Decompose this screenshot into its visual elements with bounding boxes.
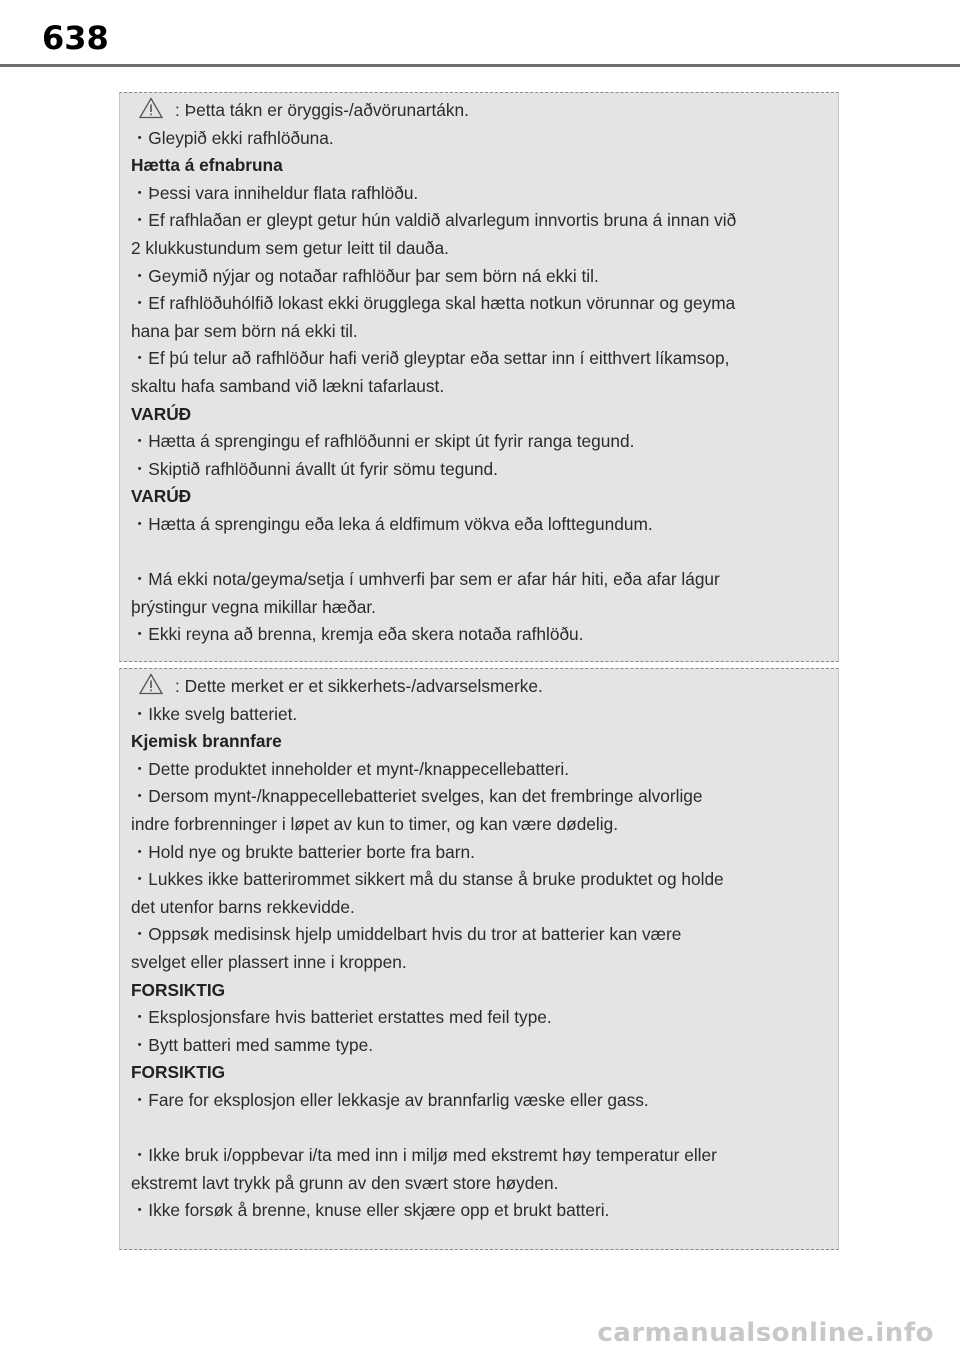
text-line [131, 1142, 821, 1170]
norwegian-text-block [131, 673, 821, 1225]
text-line [131, 456, 821, 484]
bullet-marker: ・ [131, 786, 149, 807]
section-heading [131, 728, 821, 756]
bullet-marker: ・ [131, 924, 149, 945]
line-text: skaltu hafa samband við lækni tafarlaust. [131, 375, 445, 396]
line-text: Lukkes ikke batterirommet sikkert må du stanse å bruke produktet og holde [148, 869, 724, 890]
line-text: Má ekki nota/geyma/setja í umhverfi þar sem er afar hár hiti, eða afar lágur [148, 569, 720, 590]
line-text: Fare for eksplosjon eller lekkasje av brannfarlig væske eller gass. [148, 1089, 649, 1110]
line-text: Ef þú telur að rafhlöður hafi verið gleyptar eða settar inn í eitthvert líkamsop, [148, 348, 730, 369]
bullet-marker: ・ [131, 841, 149, 862]
line-text: indre forbrenninger i løpet av kun to timer, og kan være dødelig. [131, 813, 619, 834]
warning-symbol-line [131, 673, 821, 701]
icelandic-text-block [131, 97, 821, 649]
line-text: 2 klukkustundum sem getur leitt til dauða. [131, 237, 449, 258]
page-number: 638 [42, 19, 109, 57]
bullet-marker: ・ [131, 458, 149, 479]
text-line [131, 1032, 821, 1060]
text-line [131, 701, 821, 729]
line-text: Geymið nýjar og notaðar rafhlöður þar sem börn ná ekki til. [148, 265, 599, 286]
line-text: Ef rafhlöðuhólfið lokast ekki örugglega skal hætta notkun vörunnar og geyma [148, 293, 736, 314]
line-text: ekstremt lavt trykk på grunn av den svært store høyden. [131, 1172, 559, 1193]
text-line [131, 811, 821, 839]
line-text: Oppsøk medisinsk hjelp umiddelbart hvis du tror at batterier kan være [148, 924, 682, 945]
line-text: Gleypið ekki rafhlöðuna. [148, 127, 334, 148]
line-text: Dette produktet inneholder et mynt-/knappecellebatteri. [148, 758, 570, 779]
bullet-marker: ・ [131, 1034, 149, 1055]
text-line [131, 290, 821, 318]
bullet-marker: ・ [131, 431, 149, 452]
bullet-marker: ・ [131, 1200, 149, 1221]
section-heading [131, 401, 821, 429]
icelandic-warning-box [119, 92, 839, 662]
text-line [131, 949, 821, 977]
line-text: Þessi vara inniheldur flata rafhlöðu. [148, 182, 419, 203]
bullet-marker: ・ [131, 1089, 149, 1110]
text-line [131, 318, 821, 346]
bullet-marker: ・ [131, 1145, 149, 1166]
text-line [131, 180, 821, 208]
line-text: svelget eller plassert inne i kroppen. [131, 951, 407, 972]
warning-symbol-text: : Dette merket er et sikkerhets-/advarselsmerke. [175, 676, 543, 696]
line-text: Kjemisk brannfare [131, 731, 282, 752]
text-line [131, 756, 821, 784]
line-text: FORSIKTIG [131, 1062, 226, 1083]
line-text: Ekki reyna að brenna, kremja eða skera notaða rafhlöðu. [148, 624, 584, 645]
warning-symbol-line [131, 97, 821, 125]
text-line [131, 1197, 821, 1225]
bullet-marker: ・ [131, 758, 149, 779]
text-line [131, 1004, 821, 1032]
section-heading [131, 977, 821, 1005]
text-line [131, 566, 821, 594]
text-line [131, 125, 821, 153]
line-text: Dersom mynt-/knappecellebatteriet svelges, kan det frembringe alvorlige [148, 786, 703, 807]
section-heading [131, 152, 821, 180]
text-line [131, 783, 821, 811]
text-line [131, 263, 821, 291]
text-line [131, 921, 821, 949]
section-heading [131, 483, 821, 511]
text-line [131, 839, 821, 867]
bullet-marker: ・ [131, 210, 149, 231]
bullet-marker: ・ [131, 348, 149, 369]
line-text: Eksplosjonsfare hvis batteriet erstattes med feil type. [148, 1007, 552, 1028]
bullet-marker: ・ [131, 293, 149, 314]
watermark: carmanualsonline.info [597, 1318, 934, 1348]
text-line [131, 428, 821, 456]
text-line [131, 345, 821, 373]
warning-triangle-icon [139, 673, 163, 695]
line-text: Ikke forsøk å brenne, knuse eller skjære opp et brukt batteri. [148, 1200, 610, 1221]
header-rule [0, 64, 960, 67]
line-text: det utenfor barns rekkevidde. [131, 896, 355, 917]
bullet-marker: ・ [131, 569, 149, 590]
bullet-marker: ・ [131, 703, 149, 724]
line-text: VARÚÐ [131, 403, 192, 424]
bullet-marker: ・ [131, 1007, 149, 1028]
text-line [131, 1170, 821, 1198]
text-line [131, 235, 821, 263]
line-text: FORSIKTIG [131, 979, 226, 1000]
warning-triangle-icon [139, 97, 163, 119]
text-line [131, 1087, 821, 1115]
line-text: VARÚÐ [131, 486, 192, 507]
section-heading [131, 1059, 821, 1087]
line-text: Ef rafhlaðan er gleypt getur hún valdið alvarlegum innvortis bruna á innan við [148, 210, 737, 231]
line-text: Bytt batteri med samme type. [148, 1034, 374, 1055]
norwegian-warning-box [119, 668, 839, 1250]
text-line [131, 621, 821, 649]
bullet-marker: ・ [131, 513, 149, 534]
line-text: Skiptið rafhlöðunni ávallt út fyrir sömu tegund. [148, 458, 498, 479]
line-text: Hold nye og brukte batterier borte fra barn. [148, 841, 475, 862]
text-line [131, 594, 821, 622]
line-text: Ikke svelg batteriet. [148, 703, 298, 724]
line-text: Ikke bruk i/oppbevar i/ta med inn i miljø med ekstremt høy temperatur eller [148, 1145, 717, 1166]
bullet-marker: ・ [131, 624, 149, 645]
line-text: þrýstingur vegna mikillar hæðar. [131, 596, 376, 617]
text-line [131, 373, 821, 401]
warning-symbol-text: : Þetta tákn er öryggis-/aðvörunartákn. [175, 100, 469, 120]
blank-line [131, 1115, 821, 1143]
text-line [131, 894, 821, 922]
bullet-marker: ・ [131, 182, 149, 203]
line-text: Hætta á sprengingu ef rafhlöðunni er skipt út fyrir ranga tegund. [148, 431, 635, 452]
bullet-marker: ・ [131, 869, 149, 890]
line-text: hana þar sem börn ná ekki til. [131, 320, 358, 341]
line-text: Hætta á efnabruna [131, 155, 283, 176]
text-line [131, 866, 821, 894]
text-line [131, 511, 821, 539]
blank-line [131, 539, 821, 567]
line-text: Hætta á sprengingu eða leka á eldfimum vökva eða lofttegundum. [148, 513, 653, 534]
bullet-marker: ・ [131, 265, 149, 286]
text-line [131, 207, 821, 235]
bullet-marker: ・ [131, 127, 149, 148]
